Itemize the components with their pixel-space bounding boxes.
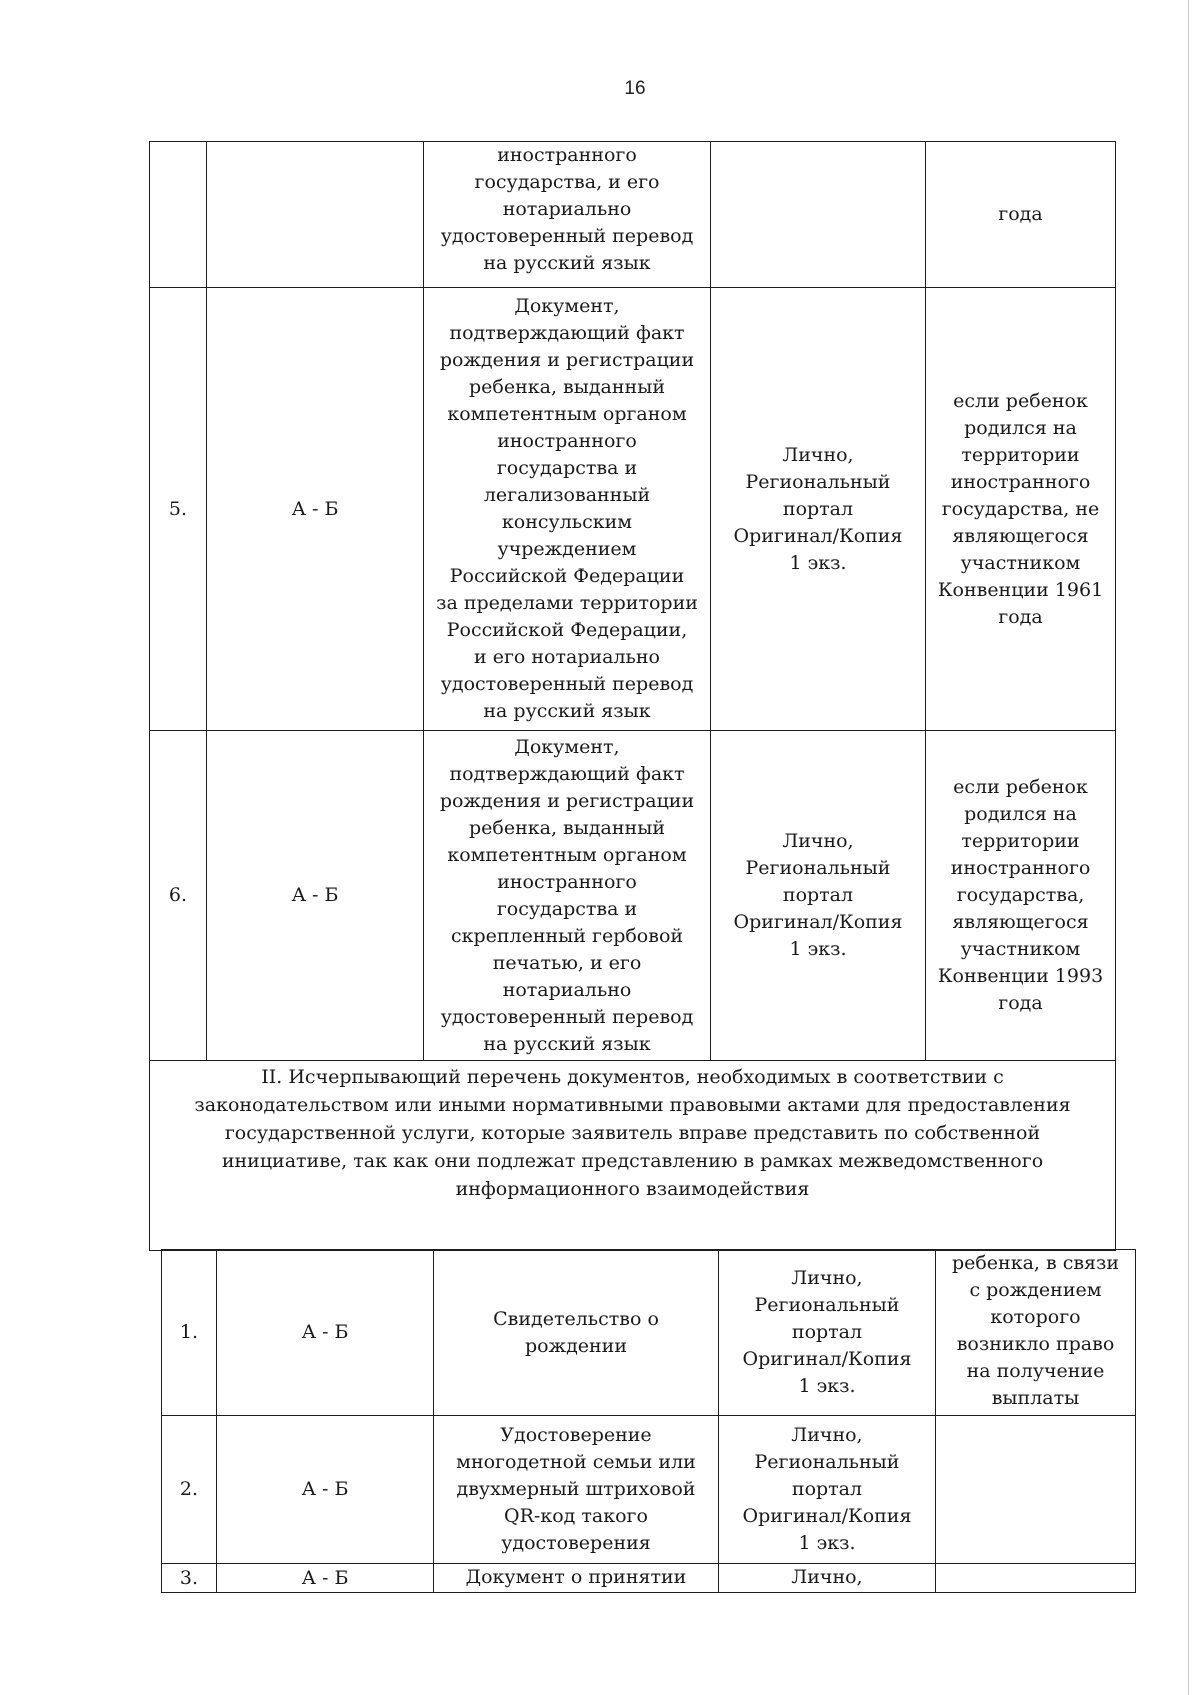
row-category (207, 142, 424, 288)
table-row (162, 1564, 1136, 1593)
table-row (150, 731, 1116, 1061)
row-method-text: Лично, Региональный портал Оригинал/Копия 1 экз. (742, 1424, 912, 1554)
row-document-text: Удостоверение многодетной семьи или двухмерный штриховой QR-код такого удостоверения (456, 1424, 696, 1554)
row-category: А - Б (207, 731, 424, 1061)
row-document-text: Свидетельство о рождении (493, 1307, 659, 1357)
row-document: Документ о принятии (434, 1564, 719, 1593)
table-row (162, 1416, 1136, 1564)
row-note (926, 288, 1116, 731)
row-number: 3. (162, 1564, 217, 1593)
row-category: А - Б (217, 1564, 434, 1593)
documents-table-part-2 (161, 1249, 1136, 1593)
row-method (719, 1416, 936, 1564)
row-number (150, 142, 207, 288)
row-note-text: если ребенок родился на территории иностранного государства, не являющегося участником Конвенции 1961 года (937, 389, 1104, 628)
row-method (711, 142, 926, 288)
row-category: А - Б (217, 1250, 434, 1416)
section-heading (150, 1061, 1116, 1251)
table-row (150, 288, 1116, 731)
row-document (424, 142, 711, 288)
row-document-text: Документ, подтверждающий факт рождения и регистрации ребенка, выданный компетентным органом иностранного государства и легализованный консульским учреждением Российской Федерации за пределами территории Российской Федерации, и его нотариально удостоверенный перевод на русский язык (436, 295, 698, 722)
row-document-text: Документ, подтверждающий факт рождения и регистрации ребенка, выданный компетентным органом иностранного государства и скрепленный гербовой печатью, и его нотариально удостоверенный перевод на русский язык (439, 735, 695, 1055)
table-row (162, 1250, 1136, 1416)
row-document (424, 731, 711, 1061)
row-method-text: Лично, Региональный портал Оригинал/Копия 1 экз. (733, 830, 903, 960)
row-note-text: ребенка, в связи с рождением которого возникло право на получение выплаты (951, 1252, 1120, 1409)
row-document (434, 1416, 719, 1564)
row-method (719, 1250, 936, 1416)
row-method (711, 731, 926, 1061)
row-note-text: если ребенок родился на территории иностранного государства, являющегося участником Конвенции 1993 года (937, 776, 1104, 1014)
row-category: А - Б (207, 288, 424, 731)
row-note (936, 1416, 1136, 1564)
row-document (424, 288, 711, 731)
row-method: Лично, (719, 1564, 936, 1593)
row-number: 1. (162, 1250, 217, 1416)
table-row (150, 142, 1116, 288)
row-document (434, 1250, 719, 1416)
scan-edge-line (1188, 0, 1189, 1695)
row-document-text: иностранного государства, и его нотариально удостоверенный перевод на русский язык (440, 144, 694, 274)
row-method-text: Лично, Региональный портал Оригинал/Копия 1 экз. (733, 443, 903, 574)
documents-table-part-1 (149, 141, 1116, 1251)
row-note (936, 1564, 1136, 1593)
row-method-text: Лично, Региональный портал Оригинал/Копия 1 экз. (742, 1267, 912, 1397)
row-number: 2. (162, 1416, 217, 1564)
section-heading-row (150, 1061, 1116, 1251)
row-number: 5. (150, 288, 207, 731)
row-note (926, 142, 1116, 288)
row-category: А - Б (217, 1416, 434, 1564)
page-number: 16 (624, 78, 646, 99)
row-note (936, 1250, 1136, 1416)
row-method (711, 288, 926, 731)
row-note-text: года (998, 203, 1043, 225)
section-heading-text: II. Исчерпывающий перечень документов, необходимых в соответствии с законодательством или иными нормативными правовыми актами для предоставления государственной услуги, которые заявитель вправе представить по собственной инициативе, так как они подлежат представлению в рамках межведомственного информационного взаимодействия (194, 1066, 1071, 1200)
row-number: 6. (150, 731, 207, 1061)
row-note (926, 731, 1116, 1061)
